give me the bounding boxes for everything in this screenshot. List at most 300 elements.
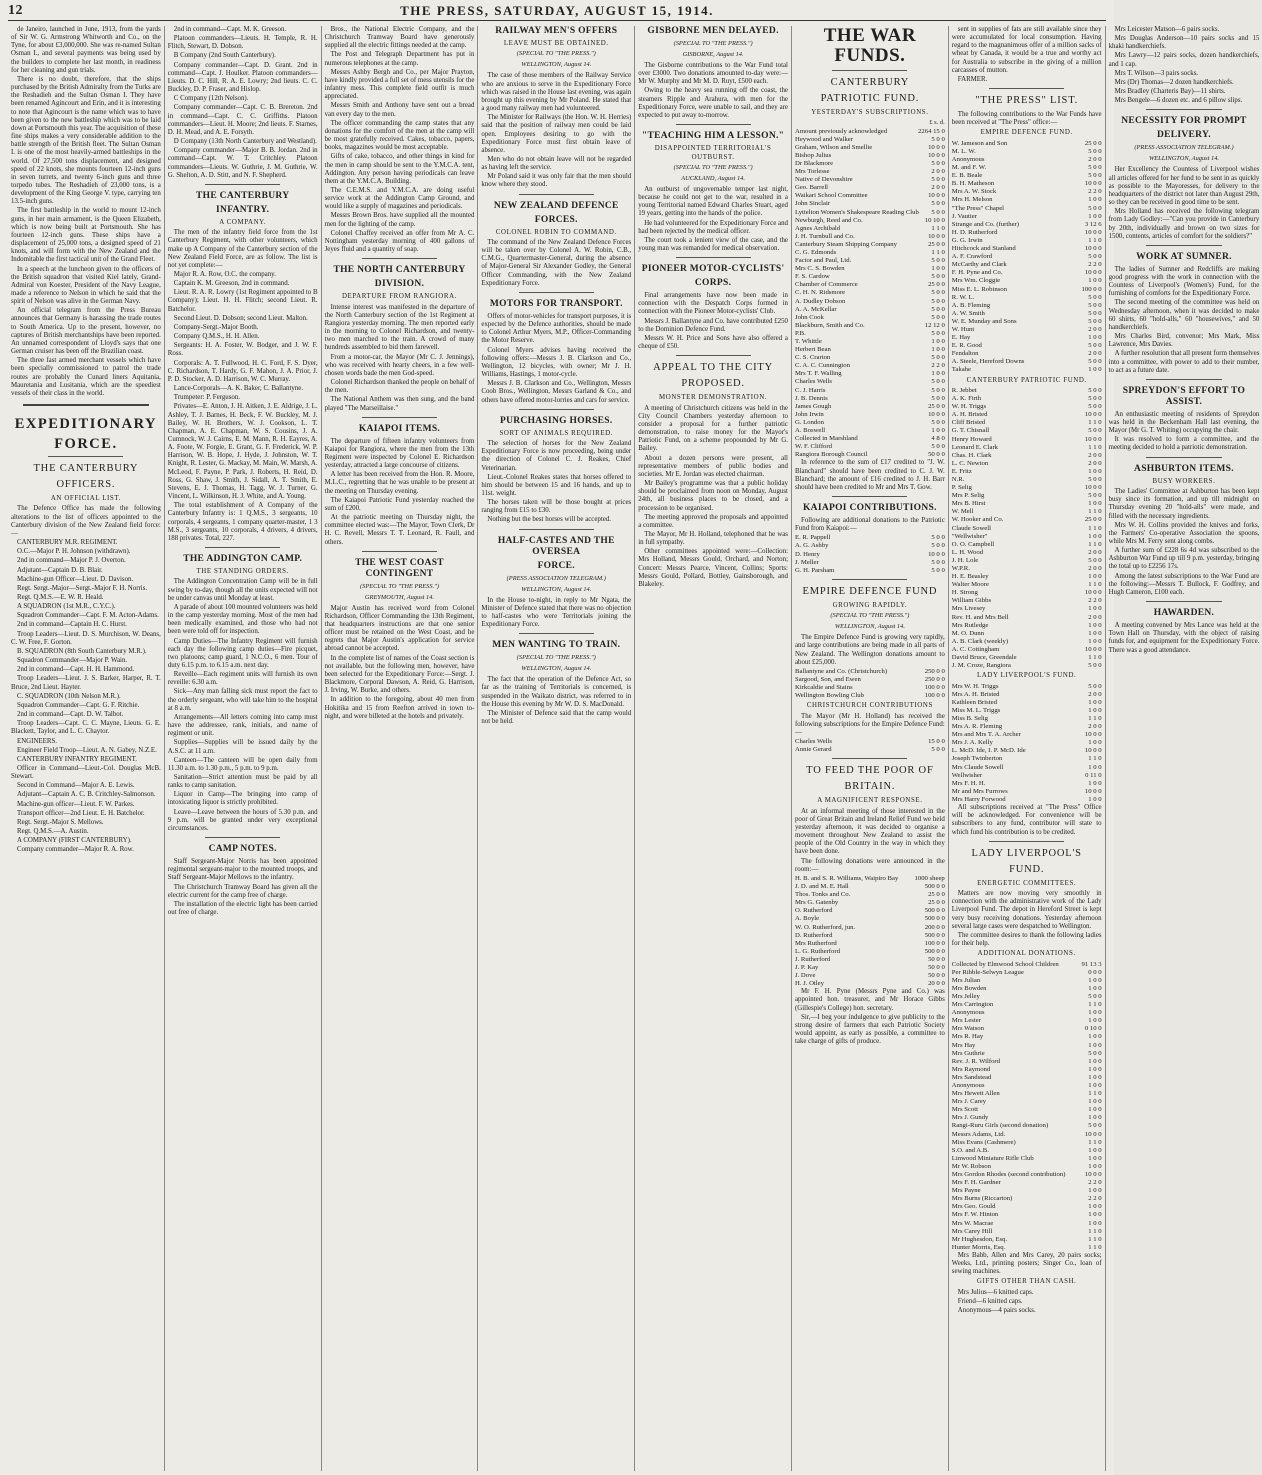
donation-amount: 1 1 0 (1088, 524, 1102, 532)
divider (48, 456, 123, 457)
donation-row (952, 1106, 1102, 1114)
donation-row (952, 1244, 1102, 1252)
donor-name: Geo. Barrell (794, 184, 829, 192)
subheading: DEPARTURE FROM RANGIORA. (341, 293, 457, 301)
donation-amount: 1 0 0 (1088, 1057, 1102, 1065)
paragraph: Company commander—Major B. B. Jordan. 2nd in command—Capt. W. T. Critchley. Platoon commanders—Lieuts. W. Guthrie, J. M. Guthrie, W. G. Shelton, A. D. Stitt, and N. F. Shepherd. (167, 147, 318, 179)
paragraph: The men of the infantry field force from the 1st Canterbury Regiment, with other volunteers, which make up A Company of the Canterbury section of the New Zealand Field Force, are as follow. The list is not yet complete:— (167, 229, 318, 269)
divider (832, 579, 907, 580)
paragraph: Matters are now moving very smoothly in connection with the administrative work of the Lady Liverpool Fund. The depot in Hereford Street is kept very busy receiving donations. Yesterday afternoon several large cases were despatched to Wellington. (951, 890, 1102, 930)
headline: MEN WANTING TO TRAIN. (492, 640, 621, 651)
donation-amount: 100 0 0 (924, 684, 945, 692)
donor-name: J. Rutherford (794, 955, 831, 963)
donation-row (952, 253, 1102, 261)
donation-amount: 1 0 0 (1088, 779, 1102, 787)
article-text (481, 440, 631, 525)
donation-amount: 5 0 0 (1088, 301, 1102, 309)
donor-name: C. J. Harris (794, 386, 826, 394)
paragraph: The Empire Defence Fund is growing very rapidly, and large contributions are being made in all parts of New Zealand. The Wellington donations amount to about £25,000. (794, 634, 945, 666)
donation-row (952, 229, 1102, 237)
article-text (952, 1289, 1102, 1315)
donation-amount: 1 0 0 (1088, 1081, 1102, 1089)
donor-name: Rev. J. R. Wilford (951, 1057, 1000, 1065)
article-text (325, 26, 475, 254)
donor-name: Mr and Mrs Furrows (951, 787, 1008, 795)
donation-amount: 1 0 0 (1088, 1098, 1102, 1106)
donation-row (952, 172, 1102, 180)
donation-row (795, 403, 945, 411)
headline: ASHBURTON ITEMS. (1134, 463, 1234, 474)
column-8 (1106, 26, 1262, 1471)
donor-name: H. J. Otley (794, 980, 824, 988)
paragraph: ENGINEERS. (17, 737, 58, 745)
donation-amount: 1 0 0 (1088, 212, 1102, 220)
dateline: (SPECIAL TO "THE PRESS.") (673, 40, 753, 47)
donation-amount: 0 10 0 (1084, 1025, 1102, 1033)
donation-row (952, 205, 1102, 213)
donation-amount: 5 0 0 (1088, 253, 1102, 261)
paragraph: Company-Sergt.-Major Booth. (173, 323, 259, 331)
headline: SPREYDON'S EFFORT TO ASSIST. (1122, 385, 1246, 407)
donation-amount: 5 0 0 (1088, 1049, 1102, 1057)
paragraph: Bros., the National Electric Company, and the Christchurch Tramway Board have generously supplied all the electric fittings needed at the camp. (324, 26, 475, 50)
donation-amount: 1 1 0 (1088, 508, 1102, 516)
paragraph: Captain K. M. Greeson, 2nd in command. (173, 280, 290, 288)
article-text (168, 26, 318, 180)
headline: NEW ZEALAND DEFENCE (493, 200, 619, 211)
donation-amount: 10 0 0 (1084, 589, 1102, 597)
donation-row (952, 1114, 1102, 1122)
donation-row (952, 764, 1102, 772)
donation-amount: 1 0 0 (931, 338, 945, 345)
subheading: YESTERDAY'S SUBSCRIPTIONS. (811, 109, 929, 116)
donation-amount: 1 1 0 (1088, 1001, 1102, 1009)
paragraph: All subscriptions received at "The Press" Office will be acknowledged. For convenience will be subscribers to any fund, contributor will state to which fund his contribution is to be credited. (951, 804, 1102, 836)
donation-row (795, 209, 945, 217)
donation-amount: 1 1 0 (1088, 1243, 1102, 1251)
donation-amount: 5 0 0 (1088, 1122, 1102, 1130)
paragraph: Adjutant—Captain A. C. B. Critchley-Salmonson. (17, 791, 156, 799)
headline-expeditionary: EXPEDITIONARY (14, 416, 158, 433)
paragraph: Machine-gun Officer—Lieut. D. Davison. (17, 575, 134, 583)
donation-amount: 5 0 0 (1088, 682, 1102, 690)
paragraph: Other committees appointed were:—Collection: Mrs Holland, Messrs Gould, Orchard, and Norton; Concert: Messrs Pearce, Vincent, Collins; Sports: Messrs Gould, Pollard, Bottley, Gainsborough, and Blakeley. (638, 548, 788, 588)
donation-row (952, 1139, 1102, 1147)
headline: CORPS. (694, 278, 732, 289)
column-6 (792, 26, 949, 1471)
headline: THE ADDINGTON CAMP. (183, 554, 303, 564)
donation-row (795, 289, 945, 297)
donor-name: Mrs W. H. Triggs (951, 682, 999, 690)
headline: LADY LIVERPOOL'S (971, 847, 1082, 859)
donation-row (795, 192, 945, 200)
donor-name: A. G. Ashby (794, 542, 829, 550)
subheading: GIFTS OTHER THAN CASH. (976, 1278, 1077, 1286)
paragraph: Adjutant—Captain D. B. Blair. (17, 566, 103, 574)
donation-amount: 5 0 0 (1088, 342, 1102, 350)
donation-row (795, 273, 945, 281)
donation-amount: 5 0 0 (1088, 358, 1102, 366)
paragraph: He had volunteered for the Expeditionary Force and had been rejected by the medical officer. (638, 219, 788, 235)
paragraph: A meeting convened by Mrs Lance was held at the Town Hall on Thursday, with the object of raising funds for, and equipment for the Expeditionary Force. There was a good attendance. (1108, 622, 1260, 654)
donor-name: W. H. Triggs (951, 403, 987, 411)
article-text (795, 808, 945, 874)
paragraph: Company commander—Major R. A. Row. (17, 846, 134, 854)
donation-amount: 3 12 6 (1084, 220, 1102, 228)
donation-row (795, 443, 945, 451)
donation-row (952, 654, 1102, 662)
donation-row (795, 567, 945, 575)
donation-amount: 5 0 0 (931, 443, 945, 451)
donor-name: Lyttelton Women's Shakespeare Reading Club (794, 208, 919, 216)
donation-amount: 50 0 0 (928, 955, 945, 963)
donation-row (952, 533, 1102, 541)
headline: CANTERBURY (830, 77, 910, 88)
donor-name: W. O. Rutherford, jun. (794, 923, 856, 931)
paragraph: Company commander—Capt. C. B. Brereton. 2nd in command—Capt. C. C. Griffiths. Platoon commanders—Lieut. H. Moore; 2nd lieuts. F. Starnes, D. H. Mead, and A. E. Forsyth. (167, 104, 318, 136)
donation-amount: 10 0 0 (928, 550, 945, 558)
donor-name: William Gibbs (951, 597, 992, 605)
paragraph: Staff Sergeant-Major Norris has been appointed regimental sergeant-major to the mounted troops, and Staff Sergeant-Major Mellows to the infantry. (167, 858, 318, 882)
donor-name: A. Dudley Dobson (794, 297, 846, 305)
donation-amount: 1 0 0 (1088, 1146, 1102, 1154)
paragraph: Messrs Brown Bros. have supplied all the mounted men for the lighting of the camp. (324, 212, 475, 228)
dateline: (SPECIAL TO "THE PRESS.") (830, 612, 910, 620)
donation-row (952, 164, 1102, 172)
article-text (795, 988, 945, 1046)
divider (989, 88, 1064, 89)
donation-row (795, 534, 945, 542)
donation-amount: 5 0 0 (1088, 309, 1102, 317)
donation-row (952, 969, 1102, 977)
paragraph: Colonel Richardson thanked the people on behalf of the men. (324, 379, 475, 395)
paragraph: The fact that the operation of the Defence Act, so far as the training of Territorials is concerned, is suspended in the Waikato district, was referred to in the House this evening by Mr W. D. S. MacDonald. (481, 676, 632, 708)
dateline: WELLINGTON, August 14. (521, 61, 592, 69)
donor-name: J. D. and M. E. Hall (794, 883, 849, 891)
donation-row (952, 715, 1102, 723)
paragraph: Squadron Commander—Capt. G. F. Ritchie. (17, 701, 140, 709)
donation-amount: 5 0 0 (931, 257, 945, 265)
donation-row (952, 1171, 1102, 1179)
donor-name: H. D. Rutherford (951, 228, 998, 236)
donation-amount: 5 0 0 (931, 354, 945, 362)
donation-row (952, 1211, 1102, 1219)
paragraph: Messrs J. B. Clarkson and Co., Wellington, Messrs Coob Bros., Wellington, Messrs Garland & Co., and others have offered motor-lorries and cars for service. (481, 380, 632, 404)
donation-row (795, 891, 945, 899)
donor-name: Mrs F. H. H. (951, 779, 986, 787)
donation-amount: 5 0 0 (931, 135, 945, 143)
donation-row (952, 140, 1102, 148)
paragraph: Mr Bailey's programme was that a public holiday should be proclaimed from noon on Monday, August 24th, all business places to be closed, and a procession to be organised. (638, 480, 788, 512)
donation-row (952, 565, 1102, 573)
headline: PROPOSED. (681, 378, 745, 390)
donation-amount: 1 0 0 (1088, 1219, 1102, 1227)
paragraph: The Post and Telegraph Department has put in numerous telephones at the camp. (324, 51, 475, 67)
donor-name: Joseph Twinberton (951, 755, 1003, 763)
donation-row (952, 1050, 1102, 1058)
donation-amount: 50 0 0 (928, 963, 945, 971)
paragraph: Canteen—The canteen will be open daily from 11.30 a.m. to 1.30 p.m., 5 p.m. to 9 p.m. (167, 756, 318, 772)
donor-name: Takahe (951, 366, 971, 374)
paragraph: An official telegram from the Press Bureau announces that Germany is harassing the trade routes to South America. Up to the present, however, no captures of British merchantships have been reported. An unnamed correspondent of Lloyd's says that one German cruiser has been off the Brazilian coast. (11, 307, 161, 356)
donation-row (952, 350, 1102, 358)
headline-officers: OFFICERS. (56, 479, 116, 491)
donation-row (952, 755, 1102, 763)
donor-name: Henry Howard (951, 435, 992, 443)
donation-amount: 1 0 0 (1088, 795, 1102, 803)
headline: "THE PRESS" LIST. (975, 95, 1079, 107)
donation-amount: 500 0 0 (924, 907, 945, 915)
donation-amount: 1 0 0 (1088, 1073, 1102, 1081)
donor-name: J. H. Turnbull and Co. (794, 232, 855, 240)
donor-name: S.O. and A.B. (951, 1146, 989, 1154)
donation-row (952, 395, 1102, 403)
divider (519, 194, 594, 195)
donation-amount: 2 2 0 (1088, 1179, 1102, 1187)
donation-amount: 5 0 0 (1088, 395, 1102, 403)
donation-amount: 25 0 0 (1084, 516, 1102, 524)
donor-name: Mrs J. Carey (951, 1098, 987, 1106)
paragraph: Sir,—I beg your indulgence to give publicity to the strong desire of farmers that each Patriotic Society would appoint, as early as possible, a committee to take charge of gifts of produce. (794, 1013, 945, 1046)
donation-row (952, 1203, 1102, 1211)
paragraph: C. SQUADRON (10th Nelson M.R.). (17, 692, 121, 700)
donation-row (795, 200, 945, 208)
article-text (1109, 411, 1260, 453)
donation-amount: 1 0 0 (1088, 1065, 1102, 1073)
donation-row (952, 180, 1102, 188)
donation-row (952, 302, 1102, 310)
donation-row (795, 932, 945, 940)
donor-name: Chas. H. Clark (951, 451, 992, 459)
donor-name: Mrs Livesey (951, 605, 986, 613)
donation-row (952, 1009, 1102, 1017)
donation-amount: 10 0 0 (928, 410, 945, 418)
paragraph: Mrs Leicester Matson—6 pairs socks. (1114, 26, 1220, 33)
dateline: AUCKLAND, August 14. (681, 174, 745, 182)
article-text (638, 292, 788, 351)
donation-amount: 25 0 0 (1084, 139, 1102, 147)
headline: THE WEST COAST CONTINGENT (355, 557, 444, 579)
paragraph: Intense interest was manifested in the departure of the North Canterbury section of the 1st Regiment at Rangiora yesterday morning. The men reported early in the morning to Colonel Richardson, and twenty-two men marched to the train. A crowd of many hundreds assembled to bid them farewell. (324, 303, 475, 352)
headline: KAIAPOI ITEMS. (358, 423, 441, 434)
column-7 (949, 26, 1106, 1471)
paragraph: Troop Leaders—Lieut. J. S. Barker, Harper, R. T. Bruce, 2nd Lieut. Hayter. (11, 675, 161, 691)
donor-name: Mrs Carey Hill (951, 1227, 993, 1235)
article-text (638, 186, 788, 253)
donation-row (795, 354, 945, 362)
donor-name: J. P. Kay (794, 963, 819, 971)
donation-row (952, 342, 1102, 350)
paragraph: Owing to the heavy sea running off the coast, the steamers Ripple and Arahura, with men for the Expeditionary Force, were unable to sail, and they are expected to put away to-morrow. (638, 87, 788, 119)
amount-header: £ s. d. (929, 119, 945, 127)
paragraph: Major Austin has received word from Colonel Richardson, Officer Commanding the 13th Regiment, that headquarters instructions are that one senior officer must be retained on the West Coast, and he regrets that Major Austin's application for service abroad cannot be accepted. (324, 604, 475, 653)
donation-amount: 25 0 0 (928, 891, 945, 899)
donor-name: David Bruce, Greendale (951, 654, 1017, 662)
donor-name: Mrs G. Gatenby (794, 899, 839, 907)
donor-name: A. B. Fleming (951, 301, 991, 309)
donor-name: A. K. Firth (951, 395, 982, 403)
donation-amount: 5 0 0 (1088, 556, 1102, 564)
donor-name: A. C. Cottingham (951, 645, 1000, 653)
paragraph: Among the latest subscriptions to the War Fund are the following:—Messrs T. Bullock, F. Godfrey, and Hugh Cameron, £100 each. (1108, 572, 1260, 596)
donation-amount: 10 0 0 (1084, 411, 1102, 419)
headline: WORK AT SUMNER. (1136, 251, 1232, 262)
headline: "TEACHING HIM A LESSON." (641, 131, 785, 142)
donation-row (952, 156, 1102, 164)
donation-row (795, 964, 945, 972)
donation-amount: 10 0 0 (1084, 245, 1102, 253)
divider (362, 258, 437, 259)
donation-row (795, 692, 945, 700)
donation-amount: 10 0 0 (928, 143, 945, 151)
paragraph: The National Anthem was then sung, and the band played "The Marseillaise." (324, 396, 475, 412)
paragraph: Camp Duties—The Infantry Regiment will furnish each day the following camp duties—Fire picquet, two platoons; camp guard, 1 N.C.O., 6 men. Tour of duty 6.15 p.m. to 6.15 a.m. next day. (167, 637, 318, 669)
donation-amount: 1 0 0 (1088, 739, 1102, 747)
donation-row (952, 1066, 1102, 1074)
donation-amount: 1 0 0 (1088, 763, 1102, 771)
donation-amount: 25 0 0 (928, 899, 945, 907)
donation-row (952, 646, 1102, 654)
paragraph: O.C.—Major P. H. Johnson (withdrawn). (17, 548, 131, 556)
headline: CAMP NOTES. (208, 844, 277, 855)
divider (205, 547, 280, 548)
headline: FORCE. (537, 560, 575, 571)
paragraph: An enthusiastic meeting of residents of Spreydon was held in the Beckenham Hall last evening, the Mayor (Mr G. T. Whiting) occupying the chair. (1108, 410, 1260, 435)
donation-row (952, 1228, 1102, 1236)
paragraph: The second meeting of the committee was held on Wednesday afternoon, when it was decided to make 60 shirts, 60 "hold-alls," 60 "housewives," and 50 handkerchiefs. (1108, 299, 1260, 331)
dateline: GISBORNE, August 14. (682, 51, 744, 58)
donation-row (952, 419, 1102, 427)
divider (676, 124, 751, 125)
donation-list (795, 128, 945, 460)
donation-list (795, 875, 945, 988)
donation-row (952, 196, 1102, 204)
donation-amount: 1 0 0 (1088, 1033, 1102, 1041)
headline: PURCHASING HORSES. (500, 415, 613, 426)
donation-amount: 10 0 0 (928, 151, 945, 159)
donor-name: Kathleen Bristed (951, 698, 997, 706)
donation-row (795, 378, 945, 386)
donation-list (952, 140, 1102, 375)
article-text (168, 229, 318, 543)
donation-row (795, 330, 945, 338)
article-text (168, 578, 318, 833)
donation-row (795, 241, 945, 249)
paragraph: Mrs Holland has received the following telegram from Lady Godley:—"Can you provide in Canterbury by 20th, individually and brown on two sizes for 1500, contents, articles of comfort for the soldiers?" (1108, 208, 1260, 240)
donation-amount: 5 0 0 (1088, 147, 1102, 155)
donation-amount: 5 0 0 (1088, 492, 1102, 500)
donation-row (952, 269, 1102, 277)
donation-amount: 5 0 0 (931, 394, 945, 402)
headline: BRITAIN. (844, 781, 896, 793)
donor-name: Anonymous (951, 1081, 985, 1089)
paragraph: The officer commanding the camp states that any donations for the comfort of the men at the camp will be most gratefully received. Cakes, tobacco, papers, books, magazines would be most acceptable. (324, 119, 475, 152)
donation-amount: 1 1 0 (1088, 236, 1102, 244)
donation-amount: 1 0 0 (1088, 637, 1102, 645)
donor-name: H. Strong (951, 589, 978, 597)
donor-name: A. B. Clark (weekly) (951, 637, 1009, 645)
headline: RAILWAY MEN'S OFFERS (495, 26, 618, 36)
donor-name: Cliff Bristed (951, 419, 986, 427)
headline-canterbury: THE CANTERBURY (33, 463, 139, 475)
donation-amount: 1 0 0 (1088, 196, 1102, 204)
donor-name: Mrs A. W. Stock (951, 188, 997, 196)
donation-amount: 1 0 0 (931, 370, 945, 378)
donor-name: Mrs F. H. Gardner (951, 1179, 1001, 1187)
paragraph: Squadron Commander—Major P. Wain. (17, 657, 128, 665)
donation-amount: 50 0 0 (928, 972, 945, 980)
donation-row (952, 1147, 1102, 1155)
paragraph: A meeting of Christchurch citizens was held in the City Council Chambers yesterday afternoon to consider a proposal for a further patriotic demonstration, to raise money for the Mayor's Patriotic Fund, on a scheme propounded by Mr G. Bailey. (638, 404, 788, 453)
paragraph: At the patriotic meeting on Thursday night, the committee elected was:—The Mayor, Town Clerk, Dr H. C. Revell, Messrs T. T. Leonard, R. Faull, and others. (324, 514, 475, 546)
paragraph: Company Q.M.S., H. H. Allen. (173, 333, 260, 341)
donation-row (795, 265, 945, 273)
subheading: CHRISTCHURCH CONTRIBUTIONS (806, 702, 933, 710)
divider (1146, 457, 1221, 458)
donor-name: Mrs Scott (951, 1106, 978, 1114)
donor-name: P. Selig (951, 484, 972, 492)
headline: KAIAPOI CONTRIBUTIONS. (802, 503, 937, 514)
donor-name: Graham, Wilson and Smellie (794, 143, 873, 151)
donation-row (952, 985, 1102, 993)
donor-name: Bishop Julius (794, 151, 832, 159)
donor-name: E. B. Beale (951, 172, 983, 180)
subheading: MONSTER DEMONSTRATION. (659, 394, 768, 402)
paragraph: Lieut. R. A. R. Lowry (1st Regiment appointed to B Company); Lieut. H. H. Flitch; second Lieut. R. Batchelor. (167, 289, 318, 313)
donation-row (952, 1155, 1102, 1163)
donation-row (952, 605, 1102, 613)
donation-amount: 1 0 0 (1088, 1154, 1102, 1162)
donor-name: Mrs Rutledge (951, 621, 989, 629)
donation-amount: 5 0 0 (931, 534, 945, 542)
donation-row (952, 597, 1102, 605)
donor-name: Linwood Miniature Rifle Club (951, 1154, 1034, 1162)
donor-name: Mrs Raymond (951, 1065, 991, 1073)
paragraph: Mrs (Dr) Thomas—2 dozen handkerchiefs. (1114, 78, 1234, 86)
donor-name: L. C. Newton (951, 459, 989, 467)
donor-name: Charles Wells (794, 378, 833, 386)
donation-row (952, 484, 1102, 492)
donation-amount: 25 0 0 (928, 402, 945, 410)
donation-row (952, 1163, 1102, 1171)
article-text (325, 605, 475, 721)
paragraph: Troop Leaders—Lieut. D. S. Murchison, W. Deans, C. W. Free, F. Gorton. (11, 630, 161, 646)
paragraph: The Addington Concentration Camp will be in full swing by to-day, though all the units expected will not be under canvas until Monday at least. (167, 578, 318, 602)
donation-row (952, 245, 1102, 253)
donation-row (952, 387, 1102, 395)
donor-name: Factor and Paul, Ltd. (794, 257, 852, 265)
donation-amount: 1 0 0 (1088, 1009, 1102, 1017)
donation-row (795, 875, 945, 883)
donor-name: Native of Devonshire (794, 176, 853, 184)
dateline: (SPECIAL TO "THE PRESS.") (516, 654, 596, 662)
paragraph: B. SQUADRON (8th South Canterbury M.R.). (17, 647, 147, 655)
donor-name: Mrs and Mrs T. A. Archer (951, 731, 1021, 739)
paragraph: The horses taken will be those bought at prices ranging from £15 to £30. (481, 499, 632, 515)
donation-row (952, 780, 1102, 788)
donation-row (952, 549, 1102, 557)
divider (519, 409, 594, 410)
paragraph: Colonel Myers advises having received the following offers:—Messrs J. B. Clarkson and Co., Wellington, 12 bicycles, with owner; Mr J. H. Williams, Hastings, 1 motor-cycle. (481, 346, 632, 379)
donation-amount: 5 0 0 (931, 378, 945, 386)
headline: DELIVERY. (1156, 130, 1211, 141)
donation-amount: 5 0 0 (931, 176, 945, 184)
paragraph: A parade of about 100 mounted volunteers was held in the camp yesterday morning. Most of the men had been medically examined, and those who had not been were told off for inspection. (167, 603, 318, 636)
donation-row (952, 1122, 1102, 1130)
headline: HAWARDEN. (1153, 608, 1215, 619)
donor-name: Herbert Bean (794, 346, 831, 354)
donor-name: Miss E. L. Robinson (951, 285, 1007, 293)
